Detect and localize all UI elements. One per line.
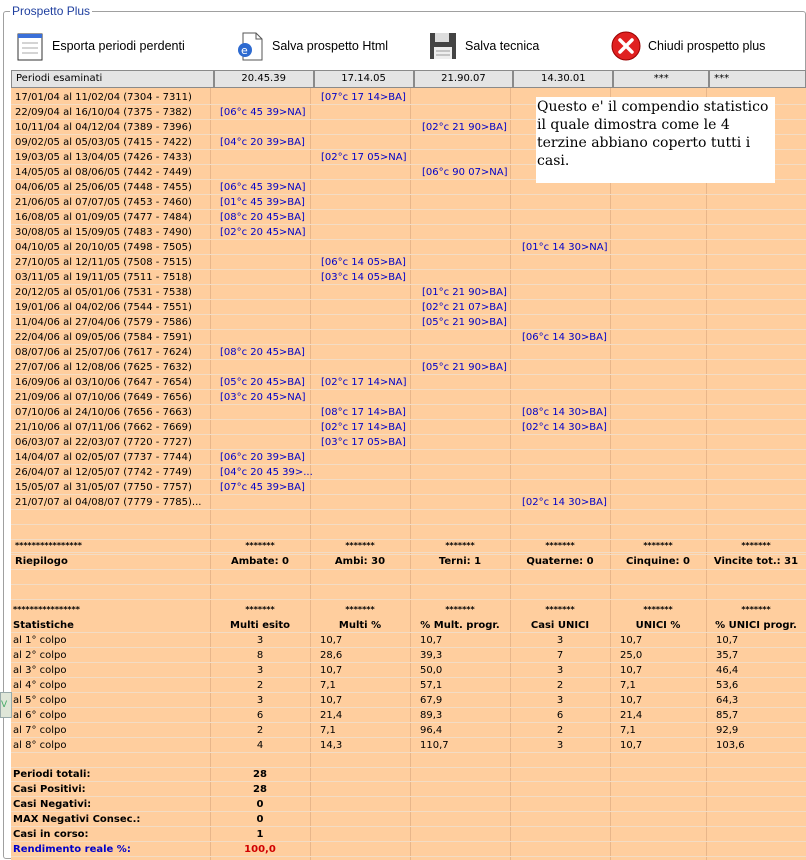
grid-cell: 27/10/05 al 12/11/05 (7508 - 7515): [15, 257, 192, 268]
total-row: [11, 767, 806, 782]
total-label: Rendimento reale %:: [13, 844, 131, 855]
grid-cell: [422, 435, 518, 450]
grid-cell: [01°c 45 39>BA]: [220, 197, 305, 208]
grid-cell: 07/10/06 al 24/10/06 (7656 - 7663): [15, 407, 192, 418]
period-row[interactable]: [11, 210, 806, 225]
grid-cell: [220, 495, 316, 510]
stat-value: 21,4: [620, 710, 643, 721]
total-row: [11, 812, 806, 827]
period-row[interactable]: [11, 420, 806, 435]
grid-cell: [220, 420, 316, 435]
grid-cell: [06°c 14 05>BA]: [321, 257, 406, 268]
grid-cell: [422, 180, 518, 195]
stat-value: 57,1: [420, 680, 443, 691]
stat-value: 10,7: [620, 695, 643, 706]
period-row[interactable]: [11, 225, 806, 240]
statistiche-header-row: [11, 618, 806, 633]
grid-cell: [220, 360, 316, 375]
svg-text:e: e: [241, 44, 248, 57]
grid-cell: 21/10/06 al 07/11/06 (7662 - 7669): [15, 422, 192, 433]
grid-cell: 22/09/04 al 16/10/04 (7375 - 7382): [15, 107, 192, 118]
stat-row: [11, 723, 806, 738]
grid-cell: [522, 255, 618, 270]
grid-cell: [321, 495, 417, 510]
period-row[interactable]: [11, 240, 806, 255]
grid-cell: [321, 165, 417, 180]
column-header[interactable]: 17.14.05: [314, 70, 414, 88]
total-value: 100,0: [244, 844, 276, 855]
grid-cell: [220, 150, 316, 165]
stat-value: 4: [256, 740, 264, 751]
grid-cell: 16/09/06 al 03/10/06 (7647 - 7654): [15, 377, 192, 388]
stat-value: 10,7: [620, 740, 643, 751]
grid-cell: 22/04/06 al 09/05/06 (7584 - 7591): [15, 332, 192, 343]
grid-cell: [522, 285, 618, 300]
grid-cell: [220, 120, 316, 135]
total-value: 28: [253, 784, 267, 795]
total-row: [11, 782, 806, 797]
grid-cell: [522, 480, 618, 495]
floppy-disk-icon: [427, 30, 459, 62]
total-label: Periodi totali:: [13, 769, 91, 780]
grid-cell: 15/05/07 al 31/05/07 (7750 - 7757): [15, 482, 192, 493]
stat-value: 3: [256, 695, 264, 706]
grid-cell: [522, 465, 618, 480]
stat-value: 7,1: [320, 725, 336, 736]
grid-cell: 03/11/05 al 19/11/05 (7511 - 7518): [15, 272, 192, 283]
grid-cell: [08°c 14 30>BA]: [522, 407, 607, 418]
stars: *******: [245, 605, 275, 614]
stat-value: 25,0: [620, 650, 643, 661]
stat-value: 6: [256, 710, 264, 721]
stars: *******: [345, 541, 375, 550]
stars: *******: [445, 605, 475, 614]
stat-label: al 7° colpo: [13, 725, 67, 736]
stat-label: al 2° colpo: [13, 650, 67, 661]
stat-label: al 8° colpo: [13, 740, 67, 751]
stat-value: 10,7: [320, 665, 343, 676]
grid-cell: [321, 105, 417, 120]
stat-value: 64,3: [716, 695, 739, 706]
riepilogo-row: [11, 554, 806, 569]
grid-cell: [220, 285, 316, 300]
grid-cell: [321, 240, 417, 255]
grid-cell: [220, 435, 316, 450]
stat-value: 21,4: [320, 710, 343, 721]
stars: ****************: [15, 541, 82, 550]
riepilogo-stars-row: [11, 538, 806, 553]
total-label: MAX Negativi Consec.:: [13, 814, 141, 825]
grid-cell: 14/04/07 al 02/05/07 (7737 - 7744): [15, 452, 192, 463]
stat-row: [11, 738, 806, 753]
stat-value: 3: [256, 665, 264, 676]
stat-value: 39,3: [420, 650, 443, 661]
stat-header: Statistiche: [13, 620, 74, 631]
column-header[interactable]: Periodi esaminati: [11, 70, 214, 88]
grid-cell: [321, 210, 417, 225]
stat-value: 35,7: [716, 650, 739, 661]
grid-cell: 11/04/06 al 27/04/06 (7579 - 7586): [15, 317, 192, 328]
grid-cell: [02°c 21 07>BA]: [422, 302, 507, 313]
period-row[interactable]: [11, 285, 806, 300]
grid-cell: [422, 135, 518, 150]
grid-cell: [422, 210, 518, 225]
total-value: 28: [253, 769, 267, 780]
stat-value: 28,6: [320, 650, 343, 661]
column-header[interactable]: ***: [709, 70, 806, 88]
grid-cell: 06/03/07 al 22/03/07 (7720 - 7727): [15, 437, 192, 448]
stat-value: 10,7: [716, 635, 739, 646]
toolbar-label: Esporta periodi perdenti: [52, 39, 185, 53]
grid-cell: [422, 240, 518, 255]
ambi-value: Ambi: 30: [334, 556, 386, 567]
stars: *******: [741, 605, 771, 614]
stat-label: al 5° colpo: [13, 695, 67, 706]
stat-value: 3: [556, 740, 564, 751]
grid-cell: [02°c 17 05>NA]: [321, 152, 407, 163]
grid-cell: 14/05/05 al 08/06/05 (7442 - 7449): [15, 167, 192, 178]
grid-cell: [321, 315, 417, 330]
period-row[interactable]: [11, 465, 806, 480]
grid-cell: [01°c 14 30>NA]: [522, 242, 608, 253]
grid-cell: [422, 465, 518, 480]
grid-cell: [422, 195, 518, 210]
grid-cell: 20/12/05 al 05/01/06 (7531 - 7538): [15, 287, 192, 298]
grid-cell: [220, 165, 316, 180]
grid-cell: [422, 450, 518, 465]
stat-value: 46,4: [716, 665, 739, 676]
close-icon: [610, 30, 642, 62]
grid-cell: [220, 315, 316, 330]
grid-cell: [422, 375, 518, 390]
stat-header: % UNICI progr.: [715, 620, 797, 631]
stat-value: 10,7: [320, 635, 343, 646]
stat-label: al 3° colpo: [13, 665, 67, 676]
grid-cell: [422, 420, 518, 435]
period-row[interactable]: [11, 495, 806, 510]
grid-cell: [321, 225, 417, 240]
grid-cell: 21/09/06 al 07/10/06 (7649 - 7656): [15, 392, 192, 403]
grid-cell: [220, 90, 316, 105]
results-grid[interactable]: [11, 70, 806, 860]
html-page-icon: [234, 30, 266, 62]
grid-cell: [08°c 20 45>BA]: [220, 347, 305, 358]
save-technique-button[interactable]: [427, 26, 539, 66]
grid-cell: [08°c 17 14>BA]: [321, 407, 406, 418]
stat-value: 110,7: [420, 740, 449, 751]
stat-value: 8: [256, 650, 264, 661]
total-label: Casi Positivi:: [13, 784, 86, 795]
grid-cell: [220, 330, 316, 345]
grid-cell: [321, 180, 417, 195]
close-prospetto-button[interactable]: [610, 26, 765, 66]
grid-cell: [522, 270, 618, 285]
grid-cell: [422, 330, 518, 345]
stat-header: Casi UNICI: [530, 620, 590, 631]
stat-value: 7,1: [620, 680, 636, 691]
side-tab[interactable]: V: [0, 692, 12, 718]
grid-cell: 04/10/05 al 20/10/05 (7498 - 7505): [15, 242, 192, 253]
stat-value: 53,6: [716, 680, 739, 691]
grid-cell: [422, 480, 518, 495]
grid-cell: [220, 405, 316, 420]
total-value: 0: [256, 799, 264, 810]
stat-value: 2: [556, 725, 564, 736]
stat-value: 3: [256, 635, 264, 646]
stars: *******: [643, 541, 673, 550]
stat-value: 67,9: [420, 695, 443, 706]
total-row: [11, 797, 806, 812]
grid-cell: [321, 450, 417, 465]
grid-cell: [06°c 45 39>NA]: [220, 182, 306, 193]
grid-cell: 10/11/04 al 04/12/04 (7389 - 7396): [15, 122, 192, 133]
total-label: Casi Negativi:: [13, 799, 92, 810]
grid-cell: [422, 150, 518, 165]
grid-cell: [04°c 20 45 39>...: [220, 467, 313, 478]
grid-cell: [522, 210, 618, 225]
stat-label: al 6° colpo: [13, 710, 67, 721]
terni-value: Terni: 1: [438, 556, 482, 567]
stat-value: 2: [556, 680, 564, 691]
total-value: 1: [256, 829, 264, 840]
period-row[interactable]: [11, 300, 806, 315]
stat-row: [11, 633, 806, 648]
grid-cell: [321, 345, 417, 360]
column-header[interactable]: 20.45.39: [214, 70, 314, 88]
stars: *******: [643, 605, 673, 614]
stat-value: 85,7: [716, 710, 739, 721]
stat-row: [11, 663, 806, 678]
grid-cell: 21/06/05 al 07/07/05 (7453 - 7460): [15, 197, 192, 208]
grid-cell: [522, 345, 618, 360]
vincite-value: Vincite tot.: 31: [713, 556, 799, 567]
stat-value: 6: [556, 710, 564, 721]
stat-value: 10,7: [420, 635, 443, 646]
ambate-value: Ambate: 0: [230, 556, 290, 567]
grid-cell: 17/01/04 al 11/02/04 (7304 - 7311): [15, 92, 192, 103]
column-header[interactable]: 14.30.01: [513, 70, 613, 88]
stat-value: 7,1: [320, 680, 336, 691]
grid-cell: [422, 90, 518, 105]
grid-cell: [220, 270, 316, 285]
statistiche-stars-row: [11, 602, 806, 617]
stat-header: UNICI %: [635, 620, 681, 631]
stat-value: 3: [556, 665, 564, 676]
grid-cell: [07°c 17 14>BA]: [321, 92, 406, 103]
grid-cell: [522, 195, 618, 210]
grid-cell: 09/02/05 al 05/03/05 (7415 - 7422): [15, 137, 192, 148]
grid-cell: [06°c 90 07>NA]: [422, 167, 508, 178]
stat-label: al 4° colpo: [13, 680, 67, 691]
stars: *******: [345, 605, 375, 614]
grid-cell: [321, 330, 417, 345]
stat-value: 14,3: [320, 740, 343, 751]
grid-cell: [422, 405, 518, 420]
grid-cell: [522, 390, 618, 405]
grid-cell: [06°c 14 30>BA]: [522, 332, 607, 343]
stat-value: 7: [556, 650, 564, 661]
grid-cell: [422, 495, 518, 510]
stat-header: Multi esito: [230, 620, 290, 631]
grid-cell: [422, 255, 518, 270]
toolbar-label: Salva prospetto Html: [272, 39, 389, 53]
stat-value: 50,0: [420, 665, 443, 676]
period-row[interactable]: [11, 270, 806, 285]
quaterne-value: Quaterne: 0: [526, 556, 594, 567]
grid-cell: 08/07/06 al 25/07/06 (7617 - 7624): [15, 347, 192, 358]
stat-value: 10,7: [620, 665, 643, 676]
grid-cell: [522, 315, 618, 330]
stars: ****************: [13, 605, 80, 614]
grid-cell: [08°c 20 45>BA]: [220, 212, 305, 223]
stat-value: 103,6: [716, 740, 745, 751]
grid-cell: 04/06/05 al 25/06/05 (7448 - 7455): [15, 182, 192, 193]
grid-cell: [321, 120, 417, 135]
grid-cell: [220, 240, 316, 255]
window-title: Prospetto Plus: [12, 4, 91, 18]
stat-value: 2: [256, 725, 264, 736]
grid-cell: [422, 105, 518, 120]
stat-value: 89,3: [420, 710, 443, 721]
total-row: [11, 842, 806, 857]
notepad-icon: [14, 30, 46, 62]
stat-header: % Mult. progr.: [420, 620, 500, 631]
stat-label: al 1° colpo: [13, 635, 67, 646]
grid-cell: [03°c 17 05>BA]: [321, 437, 406, 448]
grid-cell: [321, 465, 417, 480]
grid-cell: 19/01/06 al 04/02/06 (7544 - 7551): [15, 302, 192, 313]
toolbar-label: Salva tecnica: [465, 39, 540, 53]
stat-value: 2: [256, 680, 264, 691]
toolbar-label: Chiudi prospetto plus: [648, 39, 766, 53]
stat-value: 92,9: [716, 725, 739, 736]
grid-cell: [321, 300, 417, 315]
comment-note: Questo e' il compendio statistico il quale dimostra come le 4 terzine abbiano coperto tutti i casi.: [536, 97, 775, 183]
period-row[interactable]: [11, 360, 806, 375]
stars: *******: [741, 541, 771, 550]
grid-cell: [321, 135, 417, 150]
grid-cell: [422, 270, 518, 285]
grid-cell: [522, 360, 618, 375]
period-row[interactable]: [11, 390, 806, 405]
stat-value: 10,7: [620, 635, 643, 646]
stat-value: 3: [556, 635, 564, 646]
column-header[interactable]: 21.90.07: [414, 70, 514, 88]
grid-cell: [05°c 21 90>BA]: [422, 362, 507, 373]
grid-cell: [02°c 17 14>NA]: [321, 377, 407, 388]
grid-cell: [06°c 20 39>BA]: [220, 452, 305, 463]
stat-row: [11, 693, 806, 708]
export-losing-periods-button[interactable]: [14, 26, 185, 66]
stat-row: [11, 678, 806, 693]
stat-value: 3: [556, 695, 564, 706]
grid-cell: [220, 300, 316, 315]
stars: *******: [545, 541, 575, 550]
grid-cell: [02°c 14 30>BA]: [522, 422, 607, 433]
grid-cell: [422, 225, 518, 240]
stars: *******: [245, 541, 275, 550]
stars: *******: [545, 605, 575, 614]
stat-value: 96,4: [420, 725, 443, 736]
period-row[interactable]: [11, 375, 806, 390]
grid-cell: [05°c 20 45>BA]: [220, 377, 305, 388]
grid-cell: [422, 390, 518, 405]
grid-cell: [321, 195, 417, 210]
grid-cell: [03°c 20 45>NA]: [220, 392, 306, 403]
stat-value: 7,1: [620, 725, 636, 736]
grid-cell: [522, 225, 618, 240]
column-header[interactable]: ***: [613, 70, 709, 88]
grid-cell: [321, 360, 417, 375]
grid-cell: [522, 300, 618, 315]
grid-cell: 27/07/06 al 12/08/06 (7625 - 7632): [15, 362, 192, 373]
grid-cell: [02°c 14 30>BA]: [522, 497, 607, 508]
period-row[interactable]: [11, 330, 806, 345]
grid-cell: [522, 450, 618, 465]
period-row[interactable]: [11, 450, 806, 465]
cinquine-value: Cinquine: 0: [626, 556, 690, 567]
grid-cell: [06°c 45 39>NA]: [220, 107, 306, 118]
grid-cell: [02°c 21 90>BA]: [422, 122, 507, 133]
grid-cell: [321, 390, 417, 405]
grid-header: [11, 70, 806, 88]
grid-cell: [03°c 14 05>BA]: [321, 272, 406, 283]
grid-cell: 21/07/07 al 04/08/07 (7779 - 7785)...: [15, 497, 202, 508]
grid-cell: [07°c 45 39>BA]: [220, 482, 305, 493]
total-value: 0: [256, 814, 264, 825]
period-row[interactable]: [11, 255, 806, 270]
total-row: [11, 827, 806, 842]
grid-cell: [422, 345, 518, 360]
grid-cell: [220, 255, 316, 270]
period-row[interactable]: [11, 435, 806, 450]
grid-cell: 26/04/07 al 12/05/07 (7742 - 7749): [15, 467, 192, 478]
grid-cell: [05°c 21 90>BA]: [422, 317, 507, 328]
grid-cell: [522, 375, 618, 390]
period-row[interactable]: [11, 480, 806, 495]
grid-cell: [04°c 20 39>BA]: [220, 137, 305, 148]
stat-row: [11, 648, 806, 663]
stat-row: [11, 708, 806, 723]
riepilogo-label: Riepilogo: [15, 556, 68, 567]
period-row[interactable]: [11, 315, 806, 330]
period-row[interactable]: [11, 405, 806, 420]
grid-cell: [02°c 17 14>BA]: [321, 422, 406, 433]
grid-cell: [01°c 21 90>BA]: [422, 287, 507, 298]
grid-cell: 16/08/05 al 01/09/05 (7477 - 7484): [15, 212, 192, 223]
grid-cell: [522, 435, 618, 450]
grid-cell: [321, 480, 417, 495]
stars: *******: [445, 541, 475, 550]
grid-cell: 30/08/05 al 15/09/05 (7483 - 7490): [15, 227, 192, 238]
grid-cell: 19/03/05 al 13/04/05 (7426 - 7433): [15, 152, 192, 163]
grid-cell: [321, 285, 417, 300]
stat-header: Multi %: [338, 620, 382, 631]
stat-value: 10,7: [320, 695, 343, 706]
period-row[interactable]: [11, 345, 806, 360]
grid-cell: [02°c 20 45>NA]: [220, 227, 306, 238]
save-html-button[interactable]: [234, 26, 388, 66]
total-label: Casi in corso:: [13, 829, 89, 840]
period-row[interactable]: [11, 195, 806, 210]
